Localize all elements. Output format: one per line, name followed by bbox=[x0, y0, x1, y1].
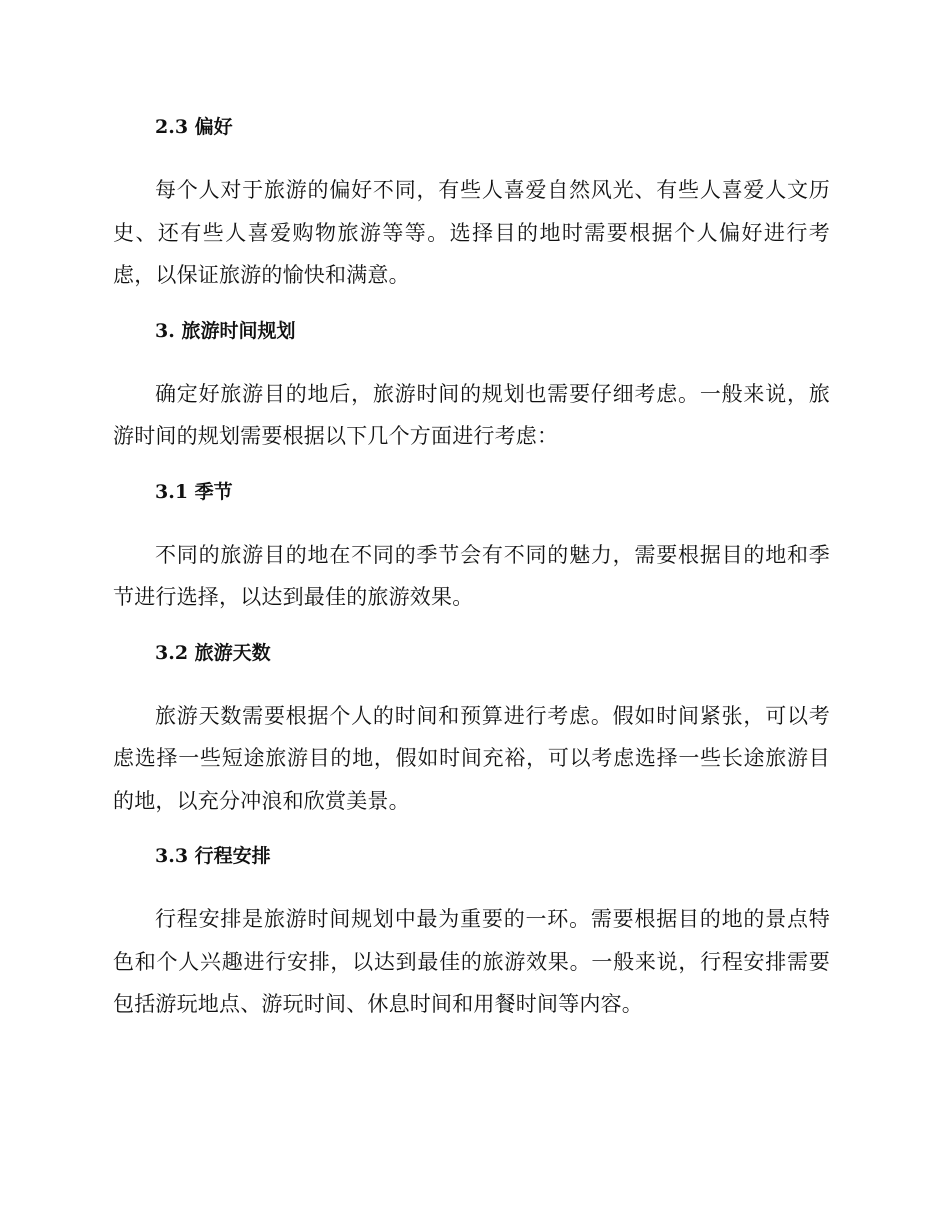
section-heading-travel-time-planning: 3. 旅游时间规划 bbox=[155, 319, 296, 342]
section-heading-itinerary: 3.3 行程安排 bbox=[155, 845, 271, 867]
section-paragraph-travel-time-planning: 确定好旅游目的地后，旅游时间的规划也需要仔细考虑。一般来说，旅游时间的规划需要根据以下几个方面进行考虑： bbox=[113, 381, 830, 448]
section-paragraph-season: 不同的旅游目的地在不同的季节会有不同的魅力，需要根据目的地和季节进行选择，以达到最佳的旅游效果。 bbox=[113, 542, 830, 609]
section-heading-season: 3.1 季节 bbox=[155, 480, 233, 503]
document-body bbox=[113, 107, 830, 1040]
section-paragraph-preference: 每个人对于旅游的偏好不同，有些人喜爱自然风光、有些人喜爱人文历史、还有些人喜爱购物旅游等等。选择目的地时需要根据个人偏好进行考虑，以保证旅游的愉快和满意。 bbox=[113, 178, 830, 287]
section-paragraph-itinerary: 行程安排是旅游时间规划中最为重要的一环。需要根据目的地的景点特色和个人兴趣进行安排，以达到最佳的旅游效果。一般来说，行程安排需要包括游玩地点、游玩时间、休息时间和用餐时间等内容。 bbox=[113, 907, 830, 1016]
section-heading-travel-days: 3.2 旅游天数 bbox=[155, 641, 271, 664]
section-heading-preference: 2.3 偏好 bbox=[155, 116, 233, 138]
section-paragraph-travel-days: 旅游天数需要根据个人的时间和预算进行考虑。假如时间紧张，可以考虑选择一些短途旅游目的地，假如时间充裕，可以考虑选择一些长途旅游目的地，以充分冲浪和欣赏美景。 bbox=[113, 703, 830, 813]
